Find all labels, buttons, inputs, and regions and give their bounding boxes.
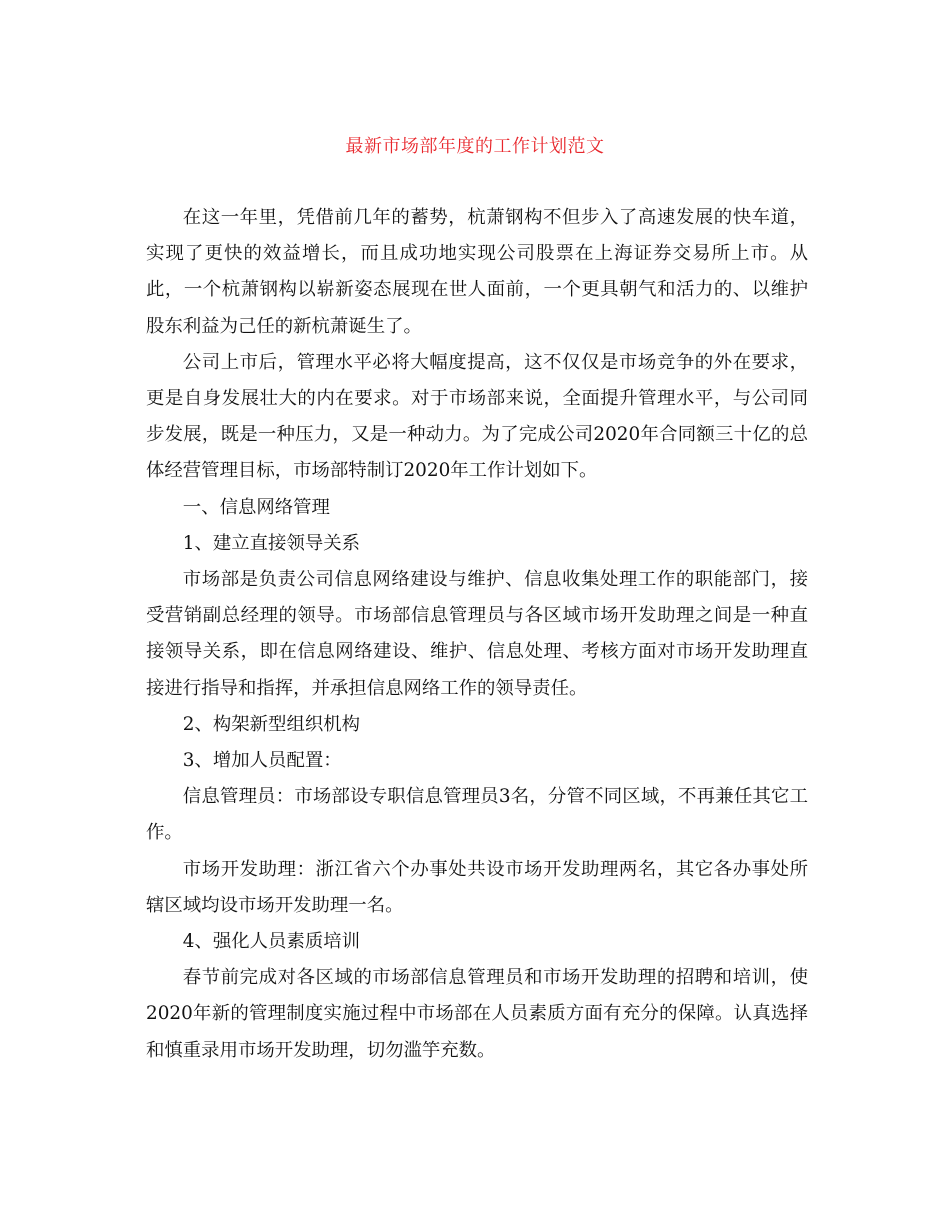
item-heading-organization: 2、构架新型组织机构 bbox=[182, 713, 361, 735]
document-title: 最新市场部年度的工作计划范文 bbox=[345, 136, 605, 157]
paragraph-training: 春节前完成对各区域的市场部信息管理员和市场开发助理的招聘和培训，使2020年新的管理制度实施过程中市场部在人员素质方面有充分的保障。认真选择和慎重录用市场开发助理，切勿滥竽充数。 bbox=[146, 967, 808, 1061]
paragraph-dev-assistants: 市场开发助理：浙江省六个办事处共设市场开发助理两名，其它各办事处所辖区域均设市场开发助理一名。 bbox=[146, 858, 808, 916]
paragraph-leadership: 市场部是负责公司信息网络建设与维护、信息收集处理工作的职能部门，接受营销副总经理的领导。市场部信息管理员与各区域市场开发助理之间是一种直接领导关系，即在信息网络建设、维护、信息处理、考核方面对市场开发助理直接进行指导和指挥，并承担信息网络工作的领导责任。 bbox=[146, 569, 808, 699]
paragraph-info-managers: 信息管理员：市场部设专职信息管理员3名，分管不同区域，不再兼任其它工作。 bbox=[146, 786, 808, 844]
item-heading-leadership: 1、建立直接领导关系 bbox=[182, 532, 361, 554]
section-heading-info-network: 一、信息网络管理 bbox=[182, 496, 330, 518]
item-heading-staffing: 3、增加人员配置： bbox=[182, 750, 342, 772]
document-body bbox=[146, 200, 808, 1069]
paragraph-listing: 公司上市后，管理水平必将大幅度提高，这不仅仅是市场竞争的外在要求，更是自身发展壮大的内在要求。对于市场部来说，全面提升管理水平，与公司同步发展，既是一种压力，又是一种动力。为了完成公司2020年合同额三十亿的总体经营管理目标，市场部特制订2020年工作计划如下。 bbox=[146, 351, 808, 482]
item-heading-training: 4、强化人员素质培训 bbox=[182, 931, 361, 953]
paragraph-intro: 在这一年里，凭借前几年的蓄势，杭萧钢构不但步入了高速发展的快车道，实现了更快的效益增长，而且成功地实现公司股票在上海证券交易所上市。从此，一个杭萧钢构以崭新姿态展现在世人面前，一个更具朝气和活力的、以维护股东利益为己任的新杭萧诞生了。 bbox=[146, 207, 808, 337]
